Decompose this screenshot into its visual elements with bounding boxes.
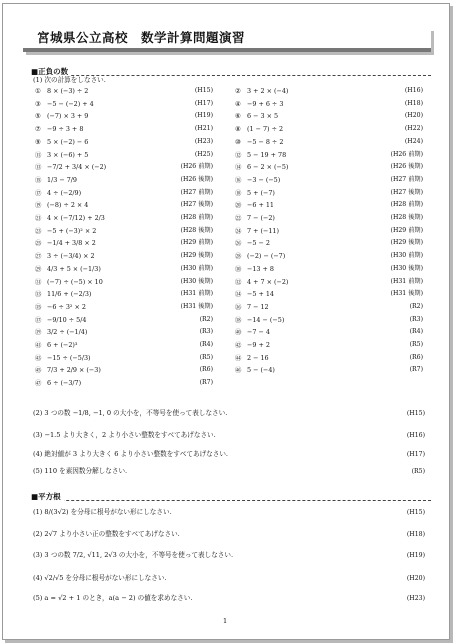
problem-number: ㉗ xyxy=(35,252,42,261)
problem-expression: −1/4 + 3/8 × 2 xyxy=(47,239,96,248)
problem-item xyxy=(35,252,95,260)
year-tag: (H30 後期) xyxy=(180,277,213,285)
problem-expression: 7 − (−2) xyxy=(247,214,275,222)
year-tag: (H30 前期) xyxy=(180,264,213,272)
problem-item xyxy=(235,239,270,247)
problem-expression: 2 − 16 xyxy=(247,353,269,362)
problem-number: ① xyxy=(35,87,41,95)
year-tag: (H17) xyxy=(406,451,425,458)
title-banner xyxy=(23,28,431,52)
problem-expression: 3 + 2 × (−4) xyxy=(247,87,289,95)
problem-number: ⑭ xyxy=(235,163,242,172)
year-tag: (H15) xyxy=(406,410,425,417)
problem-number: ⑧ xyxy=(235,125,241,134)
problem-item xyxy=(35,303,86,311)
problem-item xyxy=(235,151,286,159)
question-1-prompt: (1) 次の計算をしなさい. xyxy=(33,76,106,84)
problem-number: ㊱ xyxy=(235,302,242,311)
year-tag: (H23) xyxy=(194,137,213,145)
year-tag: (H25) xyxy=(194,150,213,158)
page-title: 宮城県公立高校 数学計算問題演習 xyxy=(37,30,246,45)
year-tag: (R3) xyxy=(199,328,213,336)
problem-item xyxy=(235,163,288,171)
year-tag: (R6) xyxy=(409,353,423,361)
question-text: (5) 110 を素因数分解しなさい. xyxy=(33,467,128,475)
problem-expression: −14 − (−5) xyxy=(247,315,285,324)
problem-expression: 4 + 7 × (−2) xyxy=(247,277,289,286)
problem-item xyxy=(35,87,88,95)
year-tag: (H29 前期) xyxy=(390,226,423,234)
problem-expression: −9 + 6 ÷ 3 xyxy=(247,99,284,108)
page-number: 1 xyxy=(223,617,228,625)
year-tag: (H29 後期) xyxy=(180,252,213,260)
question-text: (1) 8/(3√2) を分母に根号がない形にしなさい. xyxy=(33,508,172,516)
problem-number: ⑫ xyxy=(235,150,242,159)
problem-expression: 3 × (−6) + 5 xyxy=(47,150,89,159)
problem-expression: 5 × (−2) − 6 xyxy=(47,137,89,146)
problem-number: ㉑ xyxy=(35,214,42,222)
year-tag: (R4) xyxy=(409,328,423,336)
problem-number: ㉒ xyxy=(235,214,242,222)
year-tag: (H30 前期) xyxy=(390,252,423,260)
problem-number: ㉖ xyxy=(235,239,242,248)
problem-item xyxy=(235,354,269,362)
year-tag: (R4) xyxy=(199,341,213,348)
problem-expression: −15 ÷ (−5/3) xyxy=(47,353,91,362)
problem-expression: −5 − 8 ÷ 2 xyxy=(247,137,284,146)
problem-expression: (1 − 7) ÷ 2 xyxy=(247,125,284,134)
problem-number: ⑳ xyxy=(235,201,242,210)
problem-expression: −6 ÷ 3² × 2 xyxy=(47,302,86,311)
problem-expression: −5 + (−3)² × 2 xyxy=(47,226,97,235)
year-tag: (H20) xyxy=(404,112,423,120)
problem-item xyxy=(35,239,96,247)
problem-item xyxy=(235,227,279,235)
problem-item xyxy=(235,176,280,184)
problem-item xyxy=(35,201,88,209)
section-title: ■正負の数 xyxy=(31,66,71,78)
year-tag: (H15) xyxy=(194,87,213,94)
problem-expression: −13 + 8 xyxy=(247,264,274,273)
problem-item xyxy=(235,341,270,349)
problem-item xyxy=(235,265,274,273)
problem-number: ④ xyxy=(235,99,241,108)
section-header-square-roots xyxy=(31,491,431,505)
worksheet-page xyxy=(2,3,450,640)
problem-number: ⑬ xyxy=(35,163,42,172)
problem-item xyxy=(235,125,283,133)
problem-number: ㉚ xyxy=(235,264,242,273)
problem-number: ⑨ xyxy=(35,137,41,146)
problem-number: ㉟ xyxy=(35,302,42,311)
problem-item xyxy=(35,265,101,273)
year-tag: (H27 前期) xyxy=(390,175,423,183)
problem-expression: −5 − (−2) + 4 xyxy=(47,99,94,108)
problem-expression: −9 ÷ 3 + 8 xyxy=(47,125,84,134)
problem-item xyxy=(235,252,285,260)
problem-number: ㊲ xyxy=(35,315,42,324)
question-text: (5) a = √2 + 1 のとき，a(a − 2) の値を求めなさい. xyxy=(33,594,193,602)
year-tag: (H16) xyxy=(406,432,425,439)
problem-item xyxy=(35,227,96,235)
problem-number: ㊺ xyxy=(35,366,42,375)
problem-number: ⑥ xyxy=(235,112,241,121)
problem-number: ㉘ xyxy=(235,252,242,261)
problem-number: ㉙ xyxy=(35,264,42,273)
question-text: (4) √2/√5 を分母に根号がない形にしなさい. xyxy=(33,574,167,582)
problem-item xyxy=(35,176,77,184)
year-tag: (H19) xyxy=(194,112,213,120)
problem-number: ⑯ xyxy=(235,175,242,184)
problem-item xyxy=(235,87,288,95)
problem-item xyxy=(235,278,288,286)
problem-item xyxy=(35,138,88,146)
year-tag: (R5) xyxy=(199,353,213,361)
problem-item xyxy=(35,151,88,159)
problem-item xyxy=(35,316,86,324)
year-tag: (H24) xyxy=(404,137,423,145)
year-tag: (H26 前期) xyxy=(180,163,213,171)
problem-number: ㉔ xyxy=(235,226,242,235)
year-tag: (H28 前期) xyxy=(390,201,423,209)
question-text: (4) 絶対値が 3 より大きく 6 より小さい整数をすべてあげなさい. xyxy=(33,450,229,458)
problem-item xyxy=(35,341,77,349)
problem-item xyxy=(35,189,81,197)
problem-number: ㉕ xyxy=(35,239,42,248)
problem-item xyxy=(35,214,105,222)
problem-number: ㊵ xyxy=(235,328,242,337)
problem-item xyxy=(235,100,283,108)
year-tag: (H15) xyxy=(406,509,425,516)
problem-number: ⑩ xyxy=(235,137,241,146)
year-tag: (R5) xyxy=(411,468,425,475)
problem-item xyxy=(235,201,274,209)
question-text: (3) 3 つの数 7/2, √11, 2√3 の大小を，不等号を使って表しなさい. xyxy=(33,551,234,559)
year-tag: (H26 前期) xyxy=(390,150,423,158)
problem-expression: −7 − 4 xyxy=(247,328,270,337)
problem-expression: 4 × (−7/12) + 2/3 xyxy=(47,214,105,222)
question-text: (2) 2√7 より小さい正の整数をすべてあげなさい. xyxy=(33,530,180,538)
problem-expression: 5 + (−7) xyxy=(247,188,275,197)
problem-number: ㊼ xyxy=(35,379,42,388)
problem-expression: 4 ÷ (−2/9) xyxy=(47,188,82,197)
problem-item xyxy=(235,366,275,374)
problem-expression: 7 + (−11) xyxy=(247,226,279,235)
problem-number: ⑮ xyxy=(35,175,42,184)
problem-expression: 6 + (−2)³ xyxy=(47,341,78,349)
problem-expression: 6 − 3 × 5 xyxy=(247,112,279,121)
problem-number: ㊳ xyxy=(235,315,242,324)
year-tag: (H28 後期) xyxy=(390,214,423,221)
problem-number: ㊹ xyxy=(235,353,242,362)
problem-item xyxy=(235,316,284,324)
year-tag: (H27 後期) xyxy=(180,201,213,209)
problem-expression: 3 ÷ (−3/4) × 2 xyxy=(47,252,95,261)
problem-number: ㊻ xyxy=(235,366,242,375)
problem-item xyxy=(235,138,283,146)
year-tag: (H28 後期) xyxy=(180,226,213,234)
problem-item xyxy=(235,328,270,336)
problem-expression: 3/2 ÷ (−1/4) xyxy=(47,328,88,337)
year-tag: (H23) xyxy=(406,595,425,602)
problem-item xyxy=(235,189,275,197)
year-tag: (H31 前期) xyxy=(180,290,213,298)
problem-expression: (−7) ÷ (−5) × 10 xyxy=(47,277,103,286)
year-tag: (H29 後期) xyxy=(390,239,423,247)
year-tag: (R7) xyxy=(409,366,423,374)
problem-number: ㊸ xyxy=(35,353,42,362)
year-tag: (H18) xyxy=(406,531,425,538)
problem-number: ㉜ xyxy=(235,277,242,286)
problem-number: ㊷ xyxy=(235,341,242,349)
year-tag: (H16) xyxy=(404,87,423,94)
year-tag: (R5) xyxy=(409,341,423,348)
problem-expression: −5 + 14 xyxy=(247,290,274,299)
problem-expression: −9 + 2 xyxy=(247,341,270,349)
problem-expression: −7/2 + 3/4 × (−2) xyxy=(47,163,107,172)
year-tag: (H29 前期) xyxy=(180,239,213,247)
problem-expression: −3 − (−5) xyxy=(247,175,281,184)
problem-number: ㊴ xyxy=(35,328,42,337)
problem-expression: 7 − 12 xyxy=(247,302,269,311)
year-tag: (H27 後期) xyxy=(390,188,423,196)
year-tag: (R6) xyxy=(199,366,213,374)
problem-expression: −5 − 2 xyxy=(247,239,270,248)
problem-expression: (−7) × 3 + 9 xyxy=(47,112,89,121)
year-tag: (H22) xyxy=(404,125,423,133)
year-tag: (H30 後期) xyxy=(390,264,423,272)
year-tag: (R2) xyxy=(199,315,213,323)
year-tag: (R2) xyxy=(409,302,423,310)
problem-expression: 5 − 19 + 78 xyxy=(247,150,287,159)
problem-item xyxy=(35,354,91,362)
problem-item xyxy=(35,328,87,336)
section-title: ■平方根 xyxy=(31,491,64,503)
year-tag: (H26 後期) xyxy=(180,175,213,183)
year-tag: (H31 前期) xyxy=(390,277,423,285)
problem-item xyxy=(35,163,106,171)
year-tag: (H31 後期) xyxy=(390,290,423,298)
problem-number: ㉓ xyxy=(35,226,42,235)
problem-expression: 11/6 + (−2/3) xyxy=(47,290,92,299)
year-tag: (H21) xyxy=(194,125,213,133)
year-tag: (H31 後期) xyxy=(180,302,213,310)
year-tag: (H17) xyxy=(194,99,213,107)
year-tag: (H19) xyxy=(406,552,425,559)
problem-expression: −9/10 ÷ 5/4 xyxy=(47,315,87,324)
problem-expression: 6 − 2 × (−5) xyxy=(247,163,289,172)
problem-number: ⑲ xyxy=(35,201,42,210)
problem-item xyxy=(235,214,275,222)
problem-item xyxy=(35,278,103,286)
problem-item xyxy=(35,379,81,387)
problem-item xyxy=(35,100,94,108)
problem-number: ⑰ xyxy=(35,188,42,197)
problem-number: ③ xyxy=(35,99,41,108)
year-tag: (H20) xyxy=(406,575,425,582)
problem-number: ⑤ xyxy=(35,112,41,121)
year-tag: (H26 後期) xyxy=(390,163,423,171)
problem-item xyxy=(35,112,88,120)
problem-expression: 8 × (−3) ÷ 2 xyxy=(47,87,89,95)
year-tag: (R3) xyxy=(409,315,423,323)
problem-number: ② xyxy=(235,87,241,95)
question-text: (3) −1.5 より大きく，2 より小さい整数をすべてあげなさい. xyxy=(33,431,216,439)
problem-item xyxy=(235,112,278,120)
problem-expression: (−2) − (−7) xyxy=(247,252,286,261)
problem-number: ⑦ xyxy=(35,125,41,134)
year-tag: (R7) xyxy=(199,379,213,387)
year-tag: (H18) xyxy=(404,99,423,107)
problem-number: ㉝ xyxy=(35,290,42,299)
problem-number: ㊶ xyxy=(35,341,42,349)
year-tag: (H27 前期) xyxy=(180,188,213,196)
problem-expression: 7/3 + 2/9 × (−3) xyxy=(47,366,101,375)
problem-expression: (−8) ÷ 2 × 4 xyxy=(47,201,89,210)
problem-number: ⑱ xyxy=(235,188,242,197)
year-tag: (H28 前期) xyxy=(180,214,213,221)
problem-expression: 5 − (−4) xyxy=(247,366,275,375)
problem-item xyxy=(235,290,274,298)
problem-item xyxy=(35,290,91,298)
problem-number: ⑪ xyxy=(35,150,42,159)
problem-number: ㉛ xyxy=(35,277,42,286)
problem-expression: −6 + 11 xyxy=(247,201,274,210)
problem-number: ㉞ xyxy=(235,290,242,299)
problem-expression: 1/3 − 7/9 xyxy=(47,175,77,184)
problem-item xyxy=(35,125,83,133)
problem-expression: 4/3 + 5 × (−1/3) xyxy=(47,264,101,273)
problem-item xyxy=(235,303,269,311)
problem-expression: 6 ÷ (−3/7) xyxy=(47,379,82,388)
problem-item xyxy=(35,366,101,374)
question-text: (2) 3 つの数 −1/8, −1, 0 の大小を，不等号を使って表しなさい. xyxy=(33,409,228,417)
